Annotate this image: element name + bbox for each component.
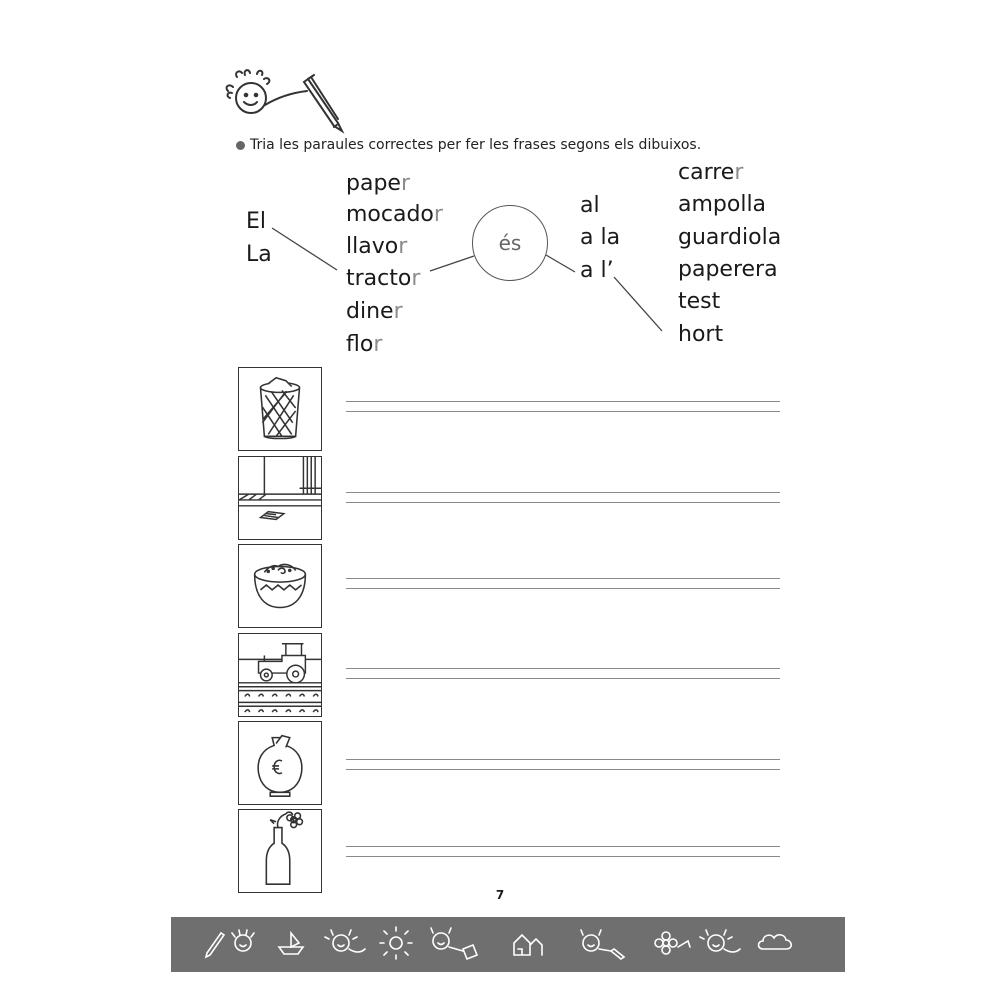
paperera-icon (239, 368, 321, 450)
picture-test (238, 544, 322, 628)
face-icon (581, 930, 624, 959)
noun-flor: flor (346, 332, 383, 357)
face-icon (700, 930, 740, 952)
place-carrer: carrer (678, 160, 744, 185)
writing-line-2b[interactable] (346, 502, 780, 503)
picture-guardiola (238, 721, 322, 805)
writing-line-2a[interactable] (346, 492, 780, 493)
noun-diner: diner (346, 299, 403, 324)
writing-line-6a[interactable] (346, 846, 780, 847)
face-icon (325, 930, 365, 952)
noun-tractor: tractor (346, 266, 421, 291)
writing-line-3b[interactable] (346, 588, 780, 589)
picture-tractor (238, 633, 322, 717)
house-icon (514, 935, 542, 955)
guardiola-icon (239, 722, 321, 804)
writing-line-5a[interactable] (346, 759, 780, 760)
cloud-icon (759, 935, 792, 949)
carrer-icon (239, 457, 321, 539)
noun-paper: paper (346, 171, 410, 196)
connector-el-tractor (272, 228, 337, 270)
test-icon (239, 545, 321, 627)
verb-circle (472, 205, 548, 281)
place-ampolla: ampolla (678, 192, 767, 217)
noun-mocador: mocador (346, 202, 443, 227)
page-number: 7 (495, 888, 505, 902)
connector-es-al (546, 255, 575, 272)
verb-es: és (498, 231, 522, 255)
pencil-icon (206, 933, 224, 957)
picture-paperera (238, 367, 322, 451)
article-la: La (246, 242, 272, 267)
place-guardiola: guardiola (678, 225, 782, 250)
face-icon (232, 930, 254, 951)
writing-line-3a[interactable] (346, 578, 780, 579)
picture-carrer (238, 456, 322, 540)
writing-line-4a[interactable] (346, 668, 780, 669)
bullet-icon (236, 141, 245, 150)
picture-ampolla (238, 809, 322, 893)
connector-tractor-es (430, 256, 474, 271)
writing-line-5b[interactable] (346, 769, 780, 770)
tractor-icon (239, 634, 321, 716)
instruction (236, 137, 701, 153)
preposition-a-la: a la (580, 225, 621, 250)
boat-icon (279, 933, 303, 954)
article-el: El (246, 209, 267, 234)
preposition-a-l: a l’ (580, 258, 614, 283)
writing-line-1a[interactable] (346, 401, 780, 402)
preposition-al: al (580, 193, 600, 218)
footer-icons (171, 917, 845, 972)
connector-al-hort (614, 277, 662, 331)
footer-band (171, 917, 845, 972)
writing-line-1b[interactable] (346, 411, 780, 412)
writing-line-6b[interactable] (346, 856, 780, 857)
place-paperera: paperera (678, 257, 778, 282)
noun-llavor: llavor (346, 234, 408, 259)
mascot-pencil-icon (215, 55, 350, 135)
writing-line-4b[interactable] (346, 678, 780, 679)
ampolla-icon (239, 810, 321, 892)
instruction-text: Tria les paraules correctes per fer les frases segons els dibuixos. (250, 137, 702, 153)
flower-icon (655, 932, 690, 954)
sun-icon (380, 927, 412, 959)
place-test: test (678, 289, 721, 314)
face-icon (431, 928, 477, 959)
place-hort: hort (678, 322, 724, 347)
